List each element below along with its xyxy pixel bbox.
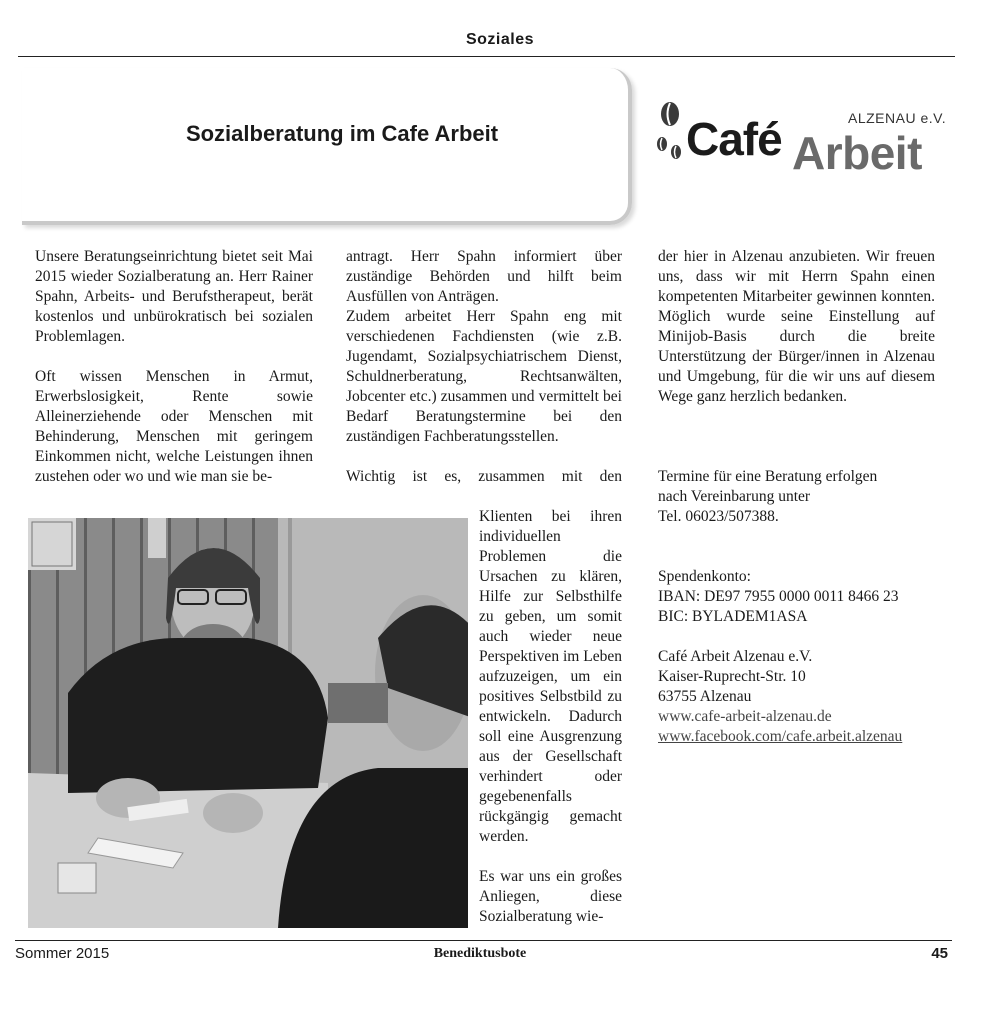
col1-paragraph-1: Unsere Beratungseinrichtung bietet seit Mai 2015 wieder Sozialberatung an. Herr Rainer Spahn, Arbeits- und Berufstherapeut, berät kostenlos und unbürokratisch bei sozialen Problemlagen. — [35, 248, 313, 345]
col2-paragraph-3-rest: Klienten bei ihren individuellen Problemen die Ursachen zu klären, Hilfe zur Selbsthilfe zu geben, um somit auch wieder neue Perspektiven im Leben aufzuzeigen, um ein positives Selbstbild zu entwickeln. Dadurch soll eine Ausgrenzung aus der Gesellschaft verhindert oder gegebenenfalls rückgängig gemacht werden. — [479, 508, 622, 845]
column-3 — [658, 247, 935, 407]
donation-account — [658, 567, 948, 627]
contact-address — [658, 647, 948, 747]
col2-paragraph-3-lead: Wichtig ist es, zusammen mit den — [346, 468, 622, 485]
col2-paragraph-4: Es war uns ein großes Anliegen, diese Sozialberatung wie- — [479, 868, 622, 925]
column-2 — [346, 247, 622, 487]
col2-paragraph-1: antragt. Herr Spahn informiert über zuständige Behörden und hilft beim Ausfüllen von Anträgen. — [346, 248, 622, 305]
column-2-narrow — [479, 507, 622, 927]
header-rule — [18, 56, 955, 57]
column-1 — [35, 247, 313, 487]
col1-paragraph-2: Oft wissen Menschen in Armut, Erwerbslosigkeit, Rente sowie Alleinerziehende oder Menschen mit Behinderung, Menschen mit geringem Einkommen nicht, welche Leistungen ihnen zustehen oder wo und wie man sie be- — [35, 368, 313, 485]
facebook-link[interactable]: www.facebook.com/cafe.arbeit.alzenau — [658, 728, 903, 745]
footer-publication: Benediktusbote — [433, 946, 527, 961]
phone-number: Tel. 06023/507388. — [658, 508, 779, 525]
col2-paragraph-2: Zudem arbeitet Herr Spahn eng mit verschiedenen Fachdiensten (wie z.B. Jugendamt, Sozialpsychiatrischem Dienst, Schuldnerberatung, Rechtsanwälten, Jobcenter etc.) zusammen und vermittelt bei Bedarf Beratungstermine bei den zuständigen Fachberatungsstellen. — [346, 308, 622, 445]
coffee-beans-icon — [650, 100, 690, 170]
spenden-label: Spendenkonto: — [658, 568, 751, 585]
website-link[interactable]: www.cafe-arbeit-alzenau.de — [658, 708, 832, 725]
page-number: 45 — [931, 945, 948, 962]
termine-line-2: nach Vereinbarung unter — [658, 488, 811, 505]
org-name: Café Arbeit Alzenau e.V. — [658, 648, 813, 665]
bic: BIC: BYLADEM1ASA — [658, 608, 808, 625]
appointment-info — [658, 467, 948, 527]
termine-line-1: Termine für eine Beratung erfolgen — [658, 468, 878, 485]
city: 63755 Alzenau — [658, 688, 752, 705]
street: Kaiser-Ruprecht-Str. 10 — [658, 668, 806, 685]
article-headline: Sozialberatung im Cafe Arbeit — [185, 121, 499, 146]
section-title: Soziales — [465, 31, 535, 48]
footer-issue: Sommer 2015 — [15, 945, 110, 962]
logo-arbeit: Arbeit — [792, 127, 922, 179]
footer-rule — [15, 940, 952, 941]
iban: IBAN: DE97 7955 0000 0011 8466 23 — [658, 588, 899, 605]
logo-subtitle: ALZENAU e.V. — [848, 110, 947, 126]
logo-cafe: Café — [686, 113, 782, 165]
col3-paragraph-1: der hier in Alzenau anzubieten. Wir freuen uns, dass wir mit Herrn Spahn einen kompetenten Mitarbeiter gewinnen konnten. Möglich wurde seine Einstellung auf Minijob-Basis durch die breite Unterstützung der Bürger/innen in Alzenau und Umgebung, für die wir uns auf diesem Wege ganz herzlich bedanken. — [658, 248, 935, 405]
consultation-photo — [28, 518, 468, 928]
